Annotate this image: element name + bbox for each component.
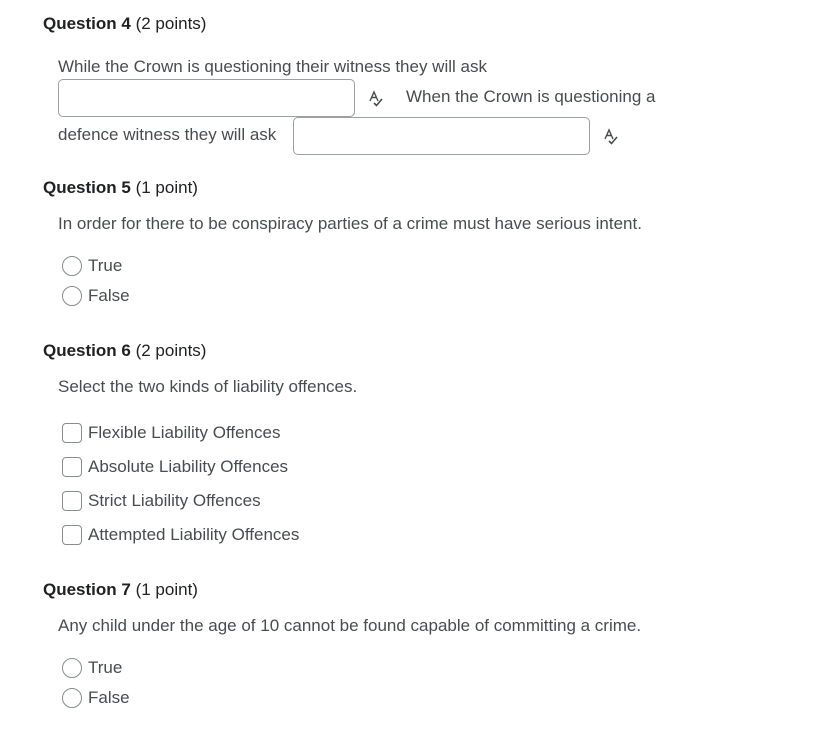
question-number: Question 6 <box>43 341 131 360</box>
option-label: False <box>88 688 130 707</box>
question-7-prompt: Any child under the age of 10 cannot be found capable of committing a crime. <box>58 616 642 635</box>
checkbox[interactable] <box>62 525 82 545</box>
option-label: Flexible Liability Offences <box>88 423 281 442</box>
fill-blank-2[interactable] <box>293 117 590 155</box>
question-number: Question 4 <box>43 14 131 33</box>
question-4-title <box>43 14 206 34</box>
option-label: Attempted Liability Offences <box>88 525 300 544</box>
option-label: False <box>88 286 130 305</box>
question-4-text-1: While the Crown is questioning their witness they will ask <box>58 57 487 76</box>
radio-button[interactable] <box>62 286 82 306</box>
option-label: True <box>88 658 123 677</box>
question-number: Question 7 <box>43 580 131 599</box>
question-6-title <box>43 341 206 361</box>
question-4-text-3: defence witness they will ask <box>58 125 277 144</box>
question-7-title <box>43 580 198 600</box>
checkbox[interactable] <box>62 491 82 511</box>
question-points: (1 point) <box>135 178 198 197</box>
radio-button[interactable] <box>62 256 82 276</box>
checkbox[interactable] <box>62 423 82 443</box>
question-5-title <box>43 178 198 198</box>
question-6-prompt: Select the two kinds of liability offences. <box>58 377 358 396</box>
radio-button[interactable] <box>62 658 82 678</box>
option-label: True <box>88 256 123 275</box>
spellcheck-icon[interactable] <box>602 127 620 145</box>
question-points: (2 points) <box>135 14 207 33</box>
option-label: Strict Liability Offences <box>88 491 261 510</box>
question-4-text-2: When the Crown is questioning a <box>406 87 656 106</box>
question-points: (1 point) <box>135 580 198 599</box>
question-5-prompt: In order for there to be conspiracy parties of a crime must have serious intent. <box>58 214 642 233</box>
checkbox[interactable] <box>62 457 82 477</box>
question-number: Question 5 <box>43 178 131 197</box>
spellcheck-icon[interactable] <box>367 89 385 107</box>
question-points: (2 points) <box>135 341 207 360</box>
option-label: Absolute Liability Offences <box>88 457 289 476</box>
fill-blank-1[interactable] <box>58 79 355 117</box>
radio-button[interactable] <box>62 688 82 708</box>
